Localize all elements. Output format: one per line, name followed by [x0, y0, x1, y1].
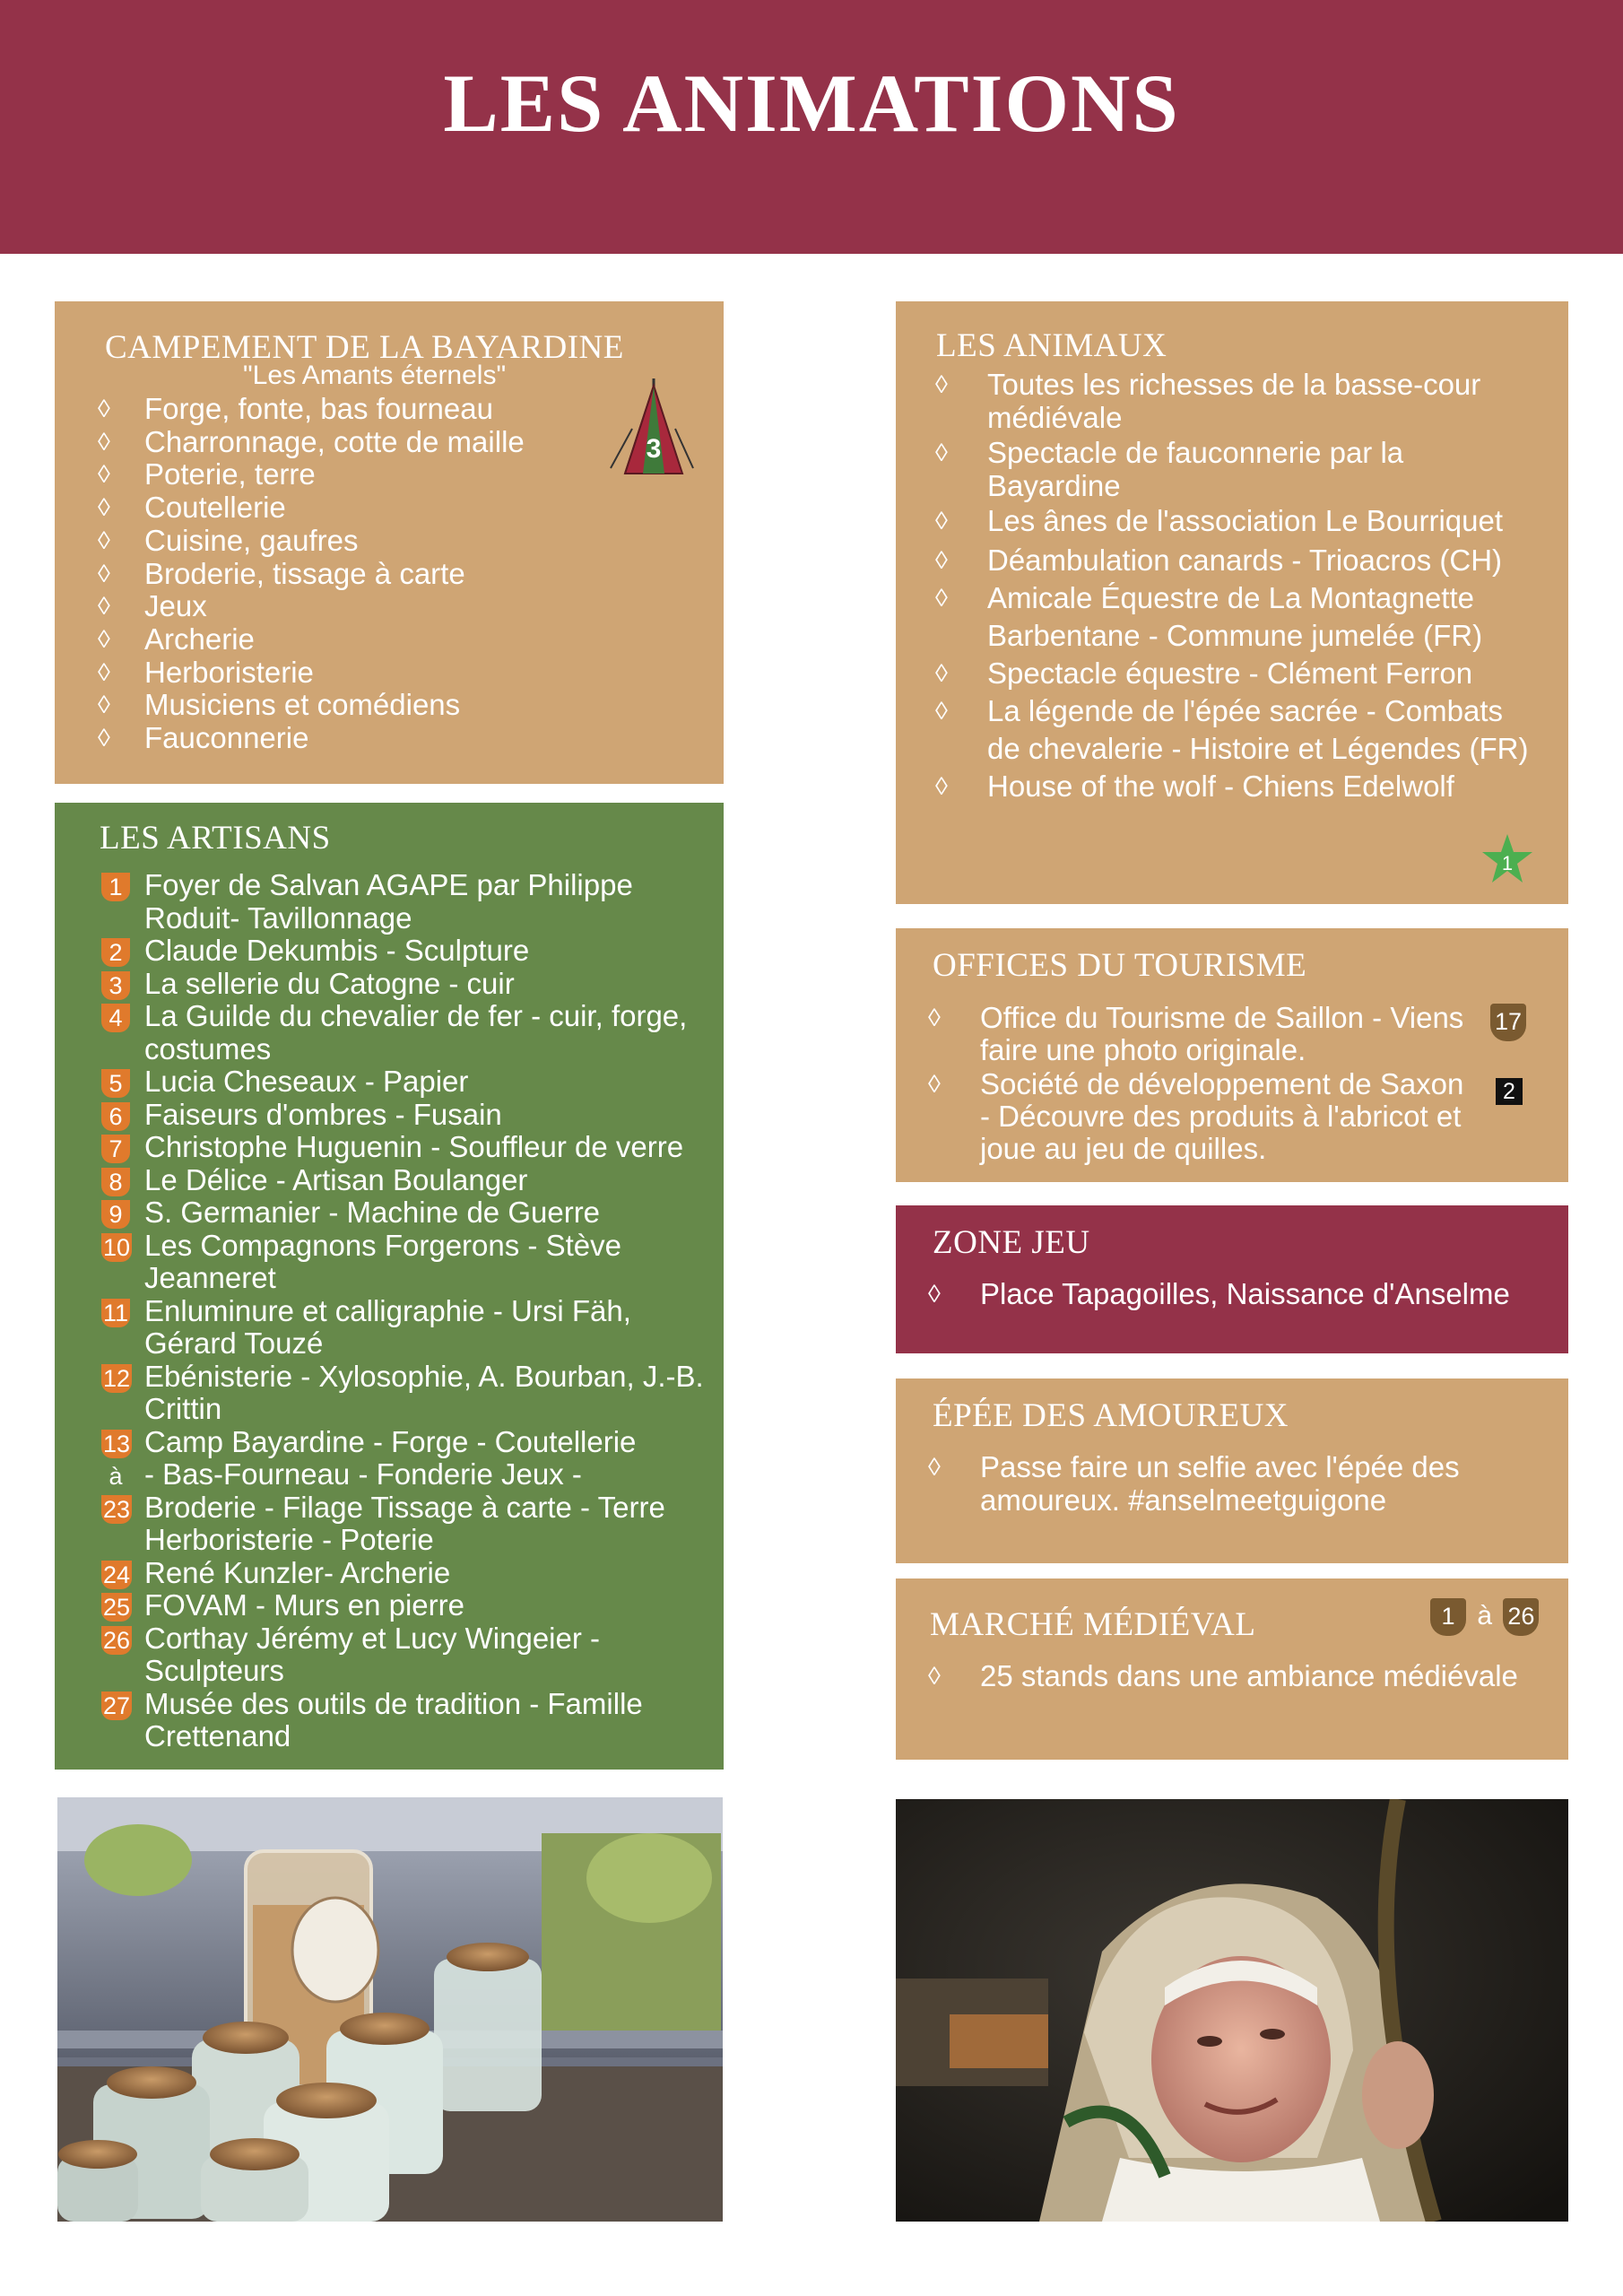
list-item: ◊ Déambulation canards - Trioacros (CH)	[935, 544, 1503, 577]
list-item: ◊ Broderie, tissage à carte	[98, 556, 465, 590]
list-item: ◊ Office du Tourisme de Saillon - Viens faire une photo originale.	[928, 1001, 1464, 1066]
list-item: ◊ Toutes les richesses de la basse-cour médiévale	[935, 368, 1481, 434]
number-badge: 26	[103, 1626, 131, 1654]
number-badge: 10	[103, 1233, 131, 1261]
list-item: 12 Ebénisterie - Xylosophie, A. Bourban, J.-B. Crittin	[103, 1359, 704, 1425]
stand-badge-to: 26	[1503, 1598, 1539, 1636]
number-badge: 23	[103, 1495, 131, 1523]
number-badge: 2	[101, 938, 130, 967]
list-item: ◊ House of the wolf - Chiens Edelwolf	[935, 770, 1454, 803]
list-item: 8 Le Délice - Artisan Boulanger	[55, 1164, 706, 1197]
list-item: ◊ Amicale Équestre de La Montagnette Barbentane - Commune jumelée (FR)	[935, 581, 1483, 652]
star-icon	[1480, 832, 1534, 886]
campement-box	[55, 301, 724, 784]
range-separator: à	[108, 1463, 123, 1490]
list-item: 3 La sellerie du Catogne - cuir	[55, 968, 706, 1001]
campement-title: CAMPEMENT DE LA BAYARDINE	[105, 329, 624, 366]
campement-subtitle: "Les Amants éternels"	[243, 361, 507, 390]
range-separator: à	[1477, 1601, 1493, 1631]
epee-box	[896, 1378, 1568, 1563]
list-item: 4 La Guilde du chevalier de fer - cuir, forge, costumes	[55, 1000, 706, 1065]
number-badge: 4	[101, 1004, 130, 1032]
number-badge: 25	[103, 1594, 131, 1621]
list-item: 23 Broderie - Filage Tissage à carte - Terre Herboristerie - Poterie	[103, 1490, 665, 1556]
number-badge: 1	[101, 873, 130, 901]
offices-title: OFFICES DU TOURISME	[933, 947, 1307, 984]
list-item: ◊ Jeux	[98, 589, 207, 623]
tent-badge: 3	[646, 434, 662, 464]
list-item: 2 Claude Dekumbis - Sculpture	[55, 935, 706, 968]
number-badge: 3	[101, 971, 130, 1000]
list-item: 1 Foyer de Salvan AGAPE par Philippe Roduit- Tavillonnage	[55, 869, 706, 935]
list-item: ◊ Herboristerie	[98, 655, 314, 689]
page-title: LES ANIMATIONS	[443, 57, 1180, 149]
marche-box	[896, 1578, 1568, 1760]
number-badge: 13	[103, 1430, 131, 1457]
number-badge: 9	[101, 1200, 130, 1229]
number-badge: 11	[103, 1299, 129, 1326]
list-item: 10 Les Compagnons Forgerons - Stève Jeanneret	[103, 1228, 621, 1294]
list-item: 11 Enluminure et calligraphie - Ursi Fäh, Gérard Touzé	[103, 1293, 631, 1360]
page-header	[0, 0, 1623, 254]
marche-badges	[1430, 1598, 1539, 1636]
list-item: ◊ Spectacle de fauconnerie par la Bayardine	[935, 436, 1404, 502]
list-item: 6 Faiseurs d'ombres - Fusain	[55, 1099, 706, 1132]
office-badge: 17	[1490, 1004, 1526, 1041]
offices-box	[896, 928, 1568, 1182]
list-item: ◊ Coutellerie	[98, 491, 286, 525]
artisans-list	[55, 869, 724, 1753]
number-badge: 5	[101, 1069, 130, 1098]
epee-list	[896, 1450, 1568, 1517]
number-badge: 24	[103, 1561, 131, 1588]
offices-list	[896, 1002, 1568, 1165]
number-badge: 12	[103, 1364, 131, 1392]
list-item: 24 René Kunzler- Archerie	[103, 1555, 451, 1589]
number-badge: 6	[101, 1102, 130, 1131]
star-badge: 1	[1501, 852, 1514, 874]
artisans-box	[55, 803, 724, 1770]
number-badge: 7	[101, 1135, 130, 1163]
list-item: 13 Camp Bayardine - Forge - Coutellerie	[103, 1424, 637, 1458]
list-item: ◊ Spectacle équestre - Clément Ferron	[935, 657, 1473, 690]
list-item: 5 Lucia Cheseaux - Papier	[55, 1065, 706, 1099]
list-item: ◊ Cuisine, gaufres	[98, 523, 359, 557]
list-item: ◊ Forge, fonte, bas fourneau	[98, 392, 493, 425]
list-item: ◊ Charronnage, cotte de maille	[98, 424, 525, 458]
marche-list	[896, 1659, 1568, 1692]
list-item: 9 S. Germanier - Machine de Guerre	[55, 1196, 706, 1230]
list-item: ◊ Place Tapagoilles, Naissance d'Anselme	[928, 1277, 1510, 1310]
list-item: ◊ La légende de l'épée sacrée - Combats de chevalerie - Histoire et Légendes (FR)	[935, 694, 1529, 765]
list-item: ◊ Fauconnerie	[98, 721, 309, 755]
marche-title: MARCHÉ MÉDIÉVAL	[930, 1606, 1256, 1643]
list-item: 26 Corthay Jérémy et Lucy Wingeier - Sculpteurs	[103, 1621, 601, 1687]
epee-title: ÉPÉE DES AMOUREUX	[933, 1397, 1289, 1434]
list-item: ◊ Société de développement de Saxon - Découvre des produits à l'abricot et joue au jeu de quilles.	[928, 1067, 1464, 1165]
list-item: 25 FOVAM - Murs en pierre	[103, 1588, 464, 1622]
list-item: 7 Christophe Huguenin - Souffleur de verre	[55, 1131, 706, 1164]
animaux-box	[896, 301, 1568, 904]
list-item: 27 Musée des outils de tradition - Famille Crettenand	[103, 1686, 643, 1752]
animaux-title: LES ANIMAUX	[936, 327, 1167, 364]
artisans-title: LES ARTISANS	[100, 820, 331, 857]
list-item: ◊ Archerie	[98, 622, 255, 656]
list-item: ◊ Poterie, terre	[98, 457, 316, 491]
list-item: ◊ Musiciens et comédiens	[98, 688, 461, 722]
list-item: ◊ 25 stands dans une ambiance médiévale	[928, 1659, 1518, 1692]
number-badge: 27	[103, 1692, 131, 1719]
office-badge: 2	[1496, 1078, 1523, 1105]
number-badge: 8	[101, 1168, 130, 1196]
jars-photo	[57, 1797, 723, 2222]
animaux-list	[896, 368, 1568, 805]
list-item: à - Bas-Fourneau - Fonderie Jeux -	[55, 1458, 706, 1492]
list-item: ◊ Passe faire un selfie avec l'épée des amoureux. #anselmeetguigone	[928, 1450, 1460, 1517]
zone-jeu-list	[896, 1277, 1568, 1310]
stand-badge-from: 1	[1430, 1598, 1466, 1636]
list-item: ◊ Les ânes de l'association Le Bourriquet	[935, 504, 1504, 537]
zone-jeu-box	[896, 1205, 1568, 1353]
tent-icon	[607, 375, 697, 483]
zone-jeu-title: ZONE JEU	[933, 1224, 1090, 1261]
costume-photo	[896, 1799, 1568, 2222]
